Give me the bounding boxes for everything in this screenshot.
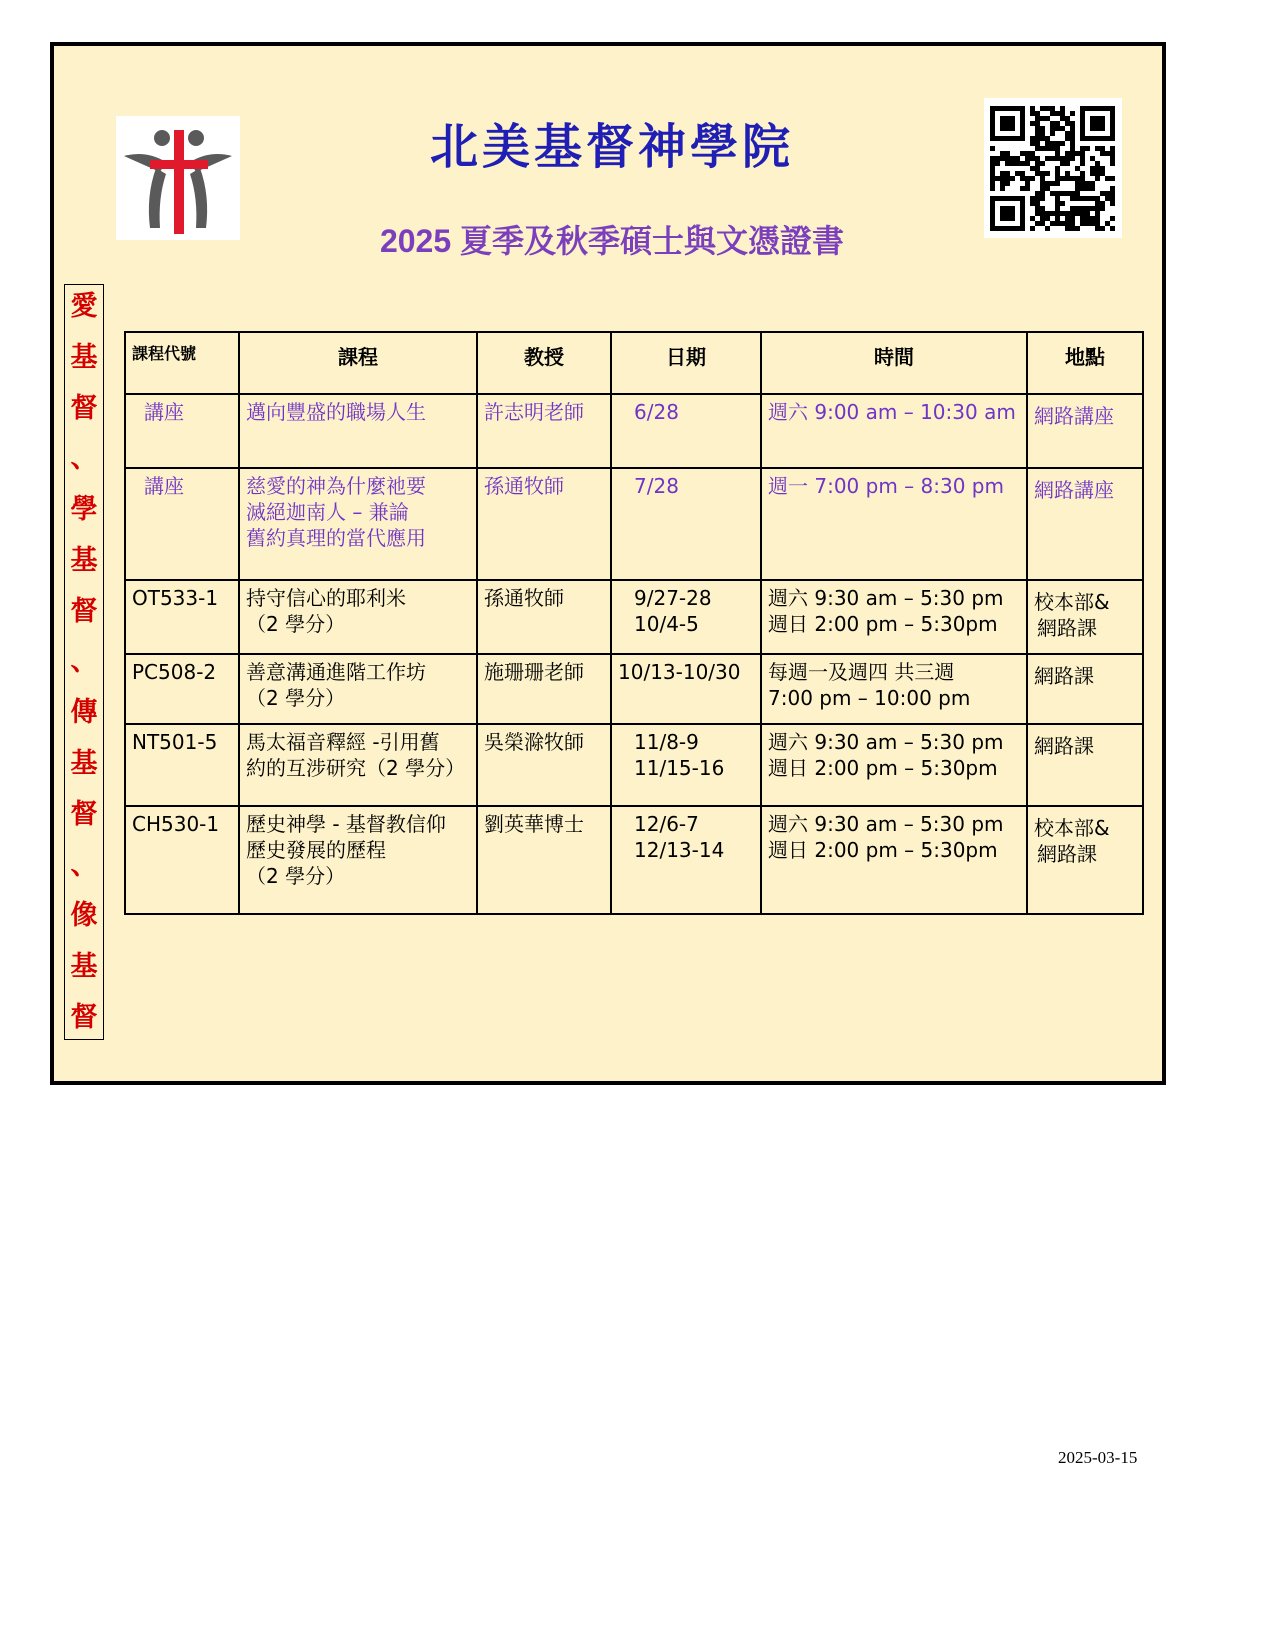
table-header-row: [125, 332, 1143, 394]
document-date: 2025-03-15: [1058, 1448, 1138, 1467]
course-name-line: 歷史神學 - 基督教信仰: [246, 812, 446, 836]
table-row: [125, 654, 1143, 724]
course-code-cell: 講座: [125, 468, 239, 580]
header-time: 時間: [761, 332, 1027, 394]
date-line: 10/13-10/30: [618, 660, 741, 684]
table-row: [125, 394, 1143, 468]
location-line: 網路課: [1034, 664, 1094, 688]
course-name-line: （2 學分）: [246, 864, 346, 888]
location-cell: [1027, 394, 1143, 468]
course-name-line: 約的互涉研究（2 學分）: [246, 756, 466, 780]
header-professor: 教授: [477, 332, 611, 394]
course-code-cell: 講座: [125, 394, 239, 468]
course-code-cell: OT533-1: [125, 580, 239, 654]
motto-char: 傳: [70, 697, 98, 729]
motto-char: 像: [70, 900, 98, 932]
location-line: 校本部&: [1034, 816, 1110, 840]
time-line: 週日 2:00 pm – 5:30pm: [768, 756, 998, 780]
time-line: 每週一及週四 共三週: [768, 660, 955, 684]
motto-char: 基: [70, 748, 98, 780]
motto-char: 基: [70, 544, 98, 576]
course-name-line: 邁向豐盛的職場人生: [246, 400, 426, 424]
course-name-line: 滅絕迦南人 – 兼論: [246, 500, 409, 524]
course-schedule-table: [124, 331, 1144, 915]
date-cell: [611, 724, 761, 806]
course-name-cell: [239, 654, 477, 724]
time-line: 週六 9:30 am – 5:30 pm: [768, 730, 1004, 754]
course-name-cell: [239, 580, 477, 654]
time-cell: [761, 580, 1027, 654]
time-line: 週一 7:00 pm – 8:30 pm: [768, 474, 1004, 498]
professor-cell: 孫通牧師: [477, 468, 611, 580]
location-line: 網路講座: [1034, 478, 1114, 502]
time-cell: [761, 806, 1027, 914]
course-name-cell: [239, 394, 477, 468]
course-name-line: （2 學分）: [246, 686, 346, 710]
motto-char: 基: [70, 341, 98, 373]
date-line: 9/27-28: [634, 586, 712, 610]
course-code-cell: PC508-2: [125, 654, 239, 724]
date-line: 11/8-9: [634, 730, 699, 754]
time-line: 週六 9:30 am – 5:30 pm: [768, 812, 1004, 836]
date-line: 7/28: [634, 474, 679, 498]
motto-char: 、: [70, 646, 98, 678]
header-location: 地點: [1027, 332, 1143, 394]
time-cell: [761, 468, 1027, 580]
table-row: [125, 724, 1143, 806]
course-code-cell: NT501-5: [125, 724, 239, 806]
course-name-cell: [239, 724, 477, 806]
date-line: 11/15-16: [634, 756, 725, 780]
flyer-frame: [50, 42, 1166, 1085]
professor-cell: 劉英華博士: [477, 806, 611, 914]
time-cell: [761, 724, 1027, 806]
location-cell: [1027, 580, 1143, 654]
course-name-line: 持守信心的耶利米: [246, 586, 406, 610]
time-line: 週日 2:00 pm – 5:30pm: [768, 838, 998, 862]
location-line: 網路課: [1037, 842, 1097, 866]
header-date: 日期: [611, 332, 761, 394]
professor-cell: 吳榮滁牧師: [477, 724, 611, 806]
time-line: 7:00 pm – 10:00 pm: [768, 686, 971, 710]
motto-char: 督: [70, 595, 98, 627]
motto-char: 基: [70, 951, 98, 983]
course-name-line: 歷史發展的歷程: [246, 838, 386, 862]
location-line: 網路講座: [1034, 404, 1114, 428]
course-name-line: 慈愛的神為什麼祂要: [246, 474, 426, 498]
date-line: 12/6-7: [634, 812, 699, 836]
location-line: 校本部&: [1034, 590, 1110, 614]
course-name-line: 馬太福音釋經 -引用舊: [246, 730, 440, 754]
motto-char: 督: [70, 392, 98, 424]
date-cell: [611, 654, 761, 724]
page-subtitle: 2025 夏季及秋季碩士與文憑證書: [379, 223, 845, 259]
table-row: [125, 580, 1143, 654]
motto-char: 愛: [70, 291, 98, 322]
motto-box: [64, 284, 104, 1040]
time-line: 週日 2:00 pm – 5:30pm: [768, 612, 998, 636]
professor-cell: 孫通牧師: [477, 580, 611, 654]
motto-char: 學: [70, 494, 98, 526]
date-cell: [611, 468, 761, 580]
course-name-line: 善意溝通進階工作坊: [246, 660, 426, 684]
course-name-line: 舊約真理的當代應用: [246, 526, 426, 550]
location-cell: [1027, 468, 1143, 580]
date-cell: [611, 580, 761, 654]
date-cell: [611, 806, 761, 914]
time-line: 週六 9:30 am – 5:30 pm: [768, 586, 1004, 610]
header-code: 課程代號: [125, 332, 239, 394]
location-cell: [1027, 724, 1143, 806]
date-cell: [611, 394, 761, 468]
location-line: 網路課: [1037, 616, 1097, 640]
motto-char: 督: [70, 1001, 98, 1033]
motto-char: 、: [70, 849, 98, 881]
school-name: 北美基督神學院: [429, 119, 794, 175]
time-line: 週六 9:00 am – 10:30 am: [768, 400, 1016, 424]
location-line: 網路課: [1034, 734, 1094, 758]
date-line: 12/13-14: [634, 838, 725, 862]
time-cell: [761, 654, 1027, 724]
location-cell: [1027, 806, 1143, 914]
time-cell: [761, 394, 1027, 468]
header-course: 課程: [239, 332, 477, 394]
course-name-cell: [239, 806, 477, 914]
course-name-cell: [239, 468, 477, 580]
table-row: [125, 806, 1143, 914]
professor-cell: 許志明老師: [477, 394, 611, 468]
professor-cell: 施珊珊老師: [477, 654, 611, 724]
motto-char: 、: [70, 443, 98, 475]
location-cell: [1027, 654, 1143, 724]
course-name-line: （2 學分）: [246, 612, 346, 636]
motto-char: 督: [70, 798, 98, 830]
date-line: 10/4-5: [634, 612, 699, 636]
table-row: [125, 468, 1143, 580]
course-code-cell: CH530-1: [125, 806, 239, 914]
qr-code-icon[interactable]: [984, 98, 1122, 238]
date-line: 6/28: [634, 400, 679, 424]
